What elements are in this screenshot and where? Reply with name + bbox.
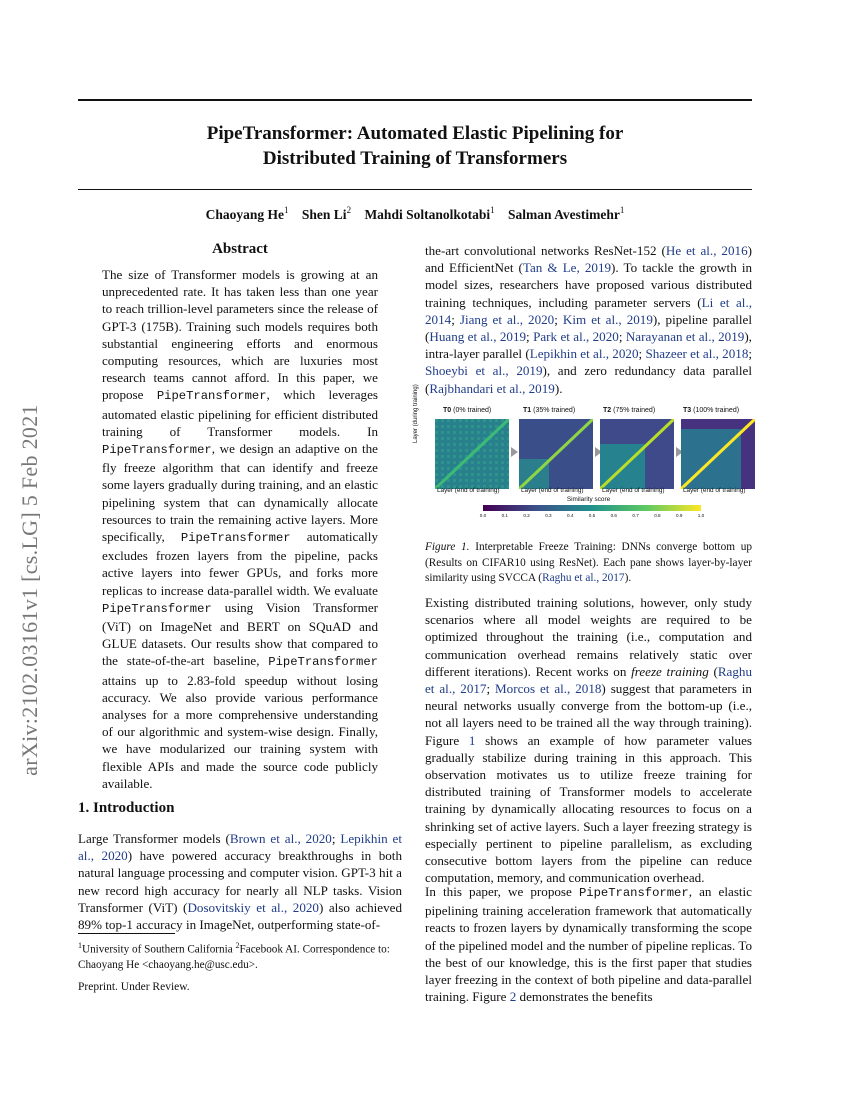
abstract-text: attains up to 2.83-fold speedup without losing accuracy. We also provide various performance analyses for a more comprehensive understanding of our algorithmic and system-wise design. Finally, we have modularized our training system with flexible APIs and made the source code publicly available. xyxy=(102,672,378,791)
colorbar-tick-label: 0.1 xyxy=(501,513,508,518)
abstract-text: using Vision Transformer (ViT) on ImageNet and BERT on SQuAD and GLUE datasets. Our results show that compared to the state-of-the-art baseline, xyxy=(102,599,378,669)
code-term: PipeTransformer xyxy=(156,389,267,404)
citation-link[interactable]: Tan & Le, 2019 xyxy=(522,260,612,276)
caption-text: ). xyxy=(624,572,632,584)
similarity-heatmap-t3 xyxy=(681,419,755,489)
right-column-paragraph-1 xyxy=(425,242,752,397)
footnote-text: University of Southern California xyxy=(82,943,236,956)
figure-reference-link[interactable]: 1 xyxy=(468,732,476,748)
preprint-notice: Preprint. Under Review. xyxy=(78,981,190,993)
panel-id: T2 xyxy=(603,407,612,414)
body-text: ) suggest that parameters in neural networks usually converge from the bottom-up (i.e., not all layers need to be trained all the way through training). Figure xyxy=(425,681,752,748)
figure-y-axis-label: Layer (during training) xyxy=(413,384,419,443)
panel-label: (0% trained) xyxy=(453,407,492,414)
body-text: ; xyxy=(748,346,753,362)
title-line-2: Distributed Training of Transformers xyxy=(262,148,568,169)
panel-x-axis-label: Layer (end of training) xyxy=(437,487,500,494)
author-affiliation: 2 xyxy=(346,205,352,215)
colorbar-ticks xyxy=(479,513,705,521)
author-name: Salman Avestimehr xyxy=(507,207,620,222)
figure-1-caption xyxy=(425,540,752,587)
panel-x-axis-label: Layer (end of training) xyxy=(683,487,746,494)
body-text: In this paper, we propose xyxy=(425,884,579,899)
footnote-text: Facebook AI. Correspondence to: Chaoyang He <chaoyang.he@usc.edu>. xyxy=(78,943,390,971)
panel-id: T0 xyxy=(443,407,452,414)
paper-title xyxy=(78,121,752,171)
citation-link[interactable]: Kim et al., 2019 xyxy=(562,311,653,327)
arxiv-stamp: arXiv:2102.03161v1 [cs.LG] 5 Feb 2021 xyxy=(17,404,42,776)
citation-link[interactable]: Jiang et al., 2020 xyxy=(459,311,555,327)
body-text: ), and zero redundancy data parallel ( xyxy=(425,363,752,396)
panel-label: (100% trained) xyxy=(693,407,740,414)
body-text: ) have powered accuracy breakthroughs in both natural language processing and computer vision. GPT-3 hit a new record high accuracy for nearly all NLP tasks. Vision Transformer (ViT) ( xyxy=(78,848,402,915)
citation-link[interactable]: Shoeybi et al., 2019 xyxy=(425,363,543,379)
panel-title xyxy=(603,407,655,414)
similarity-heatmap-t1 xyxy=(519,419,593,489)
body-text: ; xyxy=(331,831,341,846)
colorbar-tick-label: 1.0 xyxy=(697,513,705,518)
emphasis-text: freeze training xyxy=(631,663,709,679)
colorbar-tick-label: 0.2 xyxy=(523,513,530,518)
similarity-heatmap-t2 xyxy=(600,419,674,489)
citation-link[interactable]: Park et al., 2020 xyxy=(533,329,619,345)
abstract-body xyxy=(102,266,378,792)
body-text: ( xyxy=(708,663,718,679)
citation-link[interactable]: Huang et al., 2019 xyxy=(429,329,527,345)
citation-link[interactable]: Narayanan et al., 2019 xyxy=(625,329,745,345)
citation-link[interactable]: Raghu et al., 2017 xyxy=(542,572,625,584)
footnote-mark: 2 xyxy=(235,941,240,950)
right-column-paragraph-2 xyxy=(425,594,752,886)
citation-link[interactable]: Brown et al., 2020 xyxy=(229,831,332,846)
caption-label: Figure 1. xyxy=(425,541,470,553)
citation-link[interactable]: Raghu et al., 2017 xyxy=(425,663,753,697)
colorbar-tick-label: 0.9 xyxy=(675,513,683,518)
body-text: demonstrates the benefits xyxy=(516,989,653,1005)
body-text: Existing distributed training solutions, however, only study scenarios where all model weights are required to be optimized throughout the training (i.e., computation and communication overhead remains relatively static over different iterations). Recent works on xyxy=(425,595,752,679)
body-text: , an elastic pipelining training acceleration framework that automatically reacts to frozen layers by dynamically transforming the scope of the pipelined model and the number of pipeline replicas. To the best of our knowledge, this is the first paper that studies layer freezing in the context of both pipeline and data-parallel training. Figure xyxy=(425,884,752,1005)
panel-label: (35% trained) xyxy=(533,407,576,414)
author-affiliation: 1 xyxy=(619,205,625,215)
caption-text: Interpretable Freeze Training: DNNs converge bottom up (Results on CIFAR10 using ResNet). Each pane shows layer-by-layer similarity using SVCCA ( xyxy=(425,541,752,584)
panel-title xyxy=(523,407,575,414)
colorbar-title: Similarity score xyxy=(566,496,611,503)
body-text: ; xyxy=(526,329,534,345)
panel-title xyxy=(443,407,491,414)
colorbar-tick-label: 0.7 xyxy=(632,513,639,518)
body-text: ; xyxy=(554,311,563,327)
citation-link[interactable]: Dosovitskiy et al., 2020 xyxy=(187,899,319,915)
body-text: the-art convolutional networks ResNet-152 ( xyxy=(425,243,666,258)
citation-link[interactable]: Morcos et al., 2018 xyxy=(495,681,602,697)
title-rule-bottom xyxy=(78,189,752,190)
code-term: PipeTransformer xyxy=(180,531,291,546)
author-list xyxy=(78,207,752,223)
footnote-rule xyxy=(78,933,175,934)
body-text: ). xyxy=(554,380,563,396)
colorbar-tick-label: 0.5 xyxy=(588,513,596,518)
code-term: PipeTransformer xyxy=(102,443,212,458)
introduction-body xyxy=(78,830,402,933)
citation-link[interactable]: Rajbhandari et al., 2019 xyxy=(429,380,555,396)
colorbar-tick-label: 0.3 xyxy=(545,513,552,518)
abstract-text: , which leverages automated elastic pipelining for efficient distributed training of Transformer models. In xyxy=(102,387,378,439)
code-term: PipeTransformer xyxy=(102,601,212,616)
colorbar xyxy=(483,505,701,511)
panel-label: (75% trained) xyxy=(613,407,656,414)
code-term: PipeTransformer xyxy=(578,886,689,900)
body-text: ), intra-layer parallel ( xyxy=(425,329,752,362)
colorbar-tick-label: 0.0 xyxy=(479,513,487,518)
title-line-1: PipeTransformer: Automated Elastic Pipelining for xyxy=(206,123,624,144)
colorbar-tick-label: 0.4 xyxy=(566,513,574,518)
citation-link[interactable]: He et al., 2016 xyxy=(665,243,748,258)
author-name: Chaoyang He xyxy=(205,207,285,222)
colorbar-tick-label: 0.6 xyxy=(610,513,617,518)
body-text: ; xyxy=(486,681,496,697)
title-rule-top xyxy=(78,99,752,101)
code-term: PipeTransformer xyxy=(268,655,378,670)
footnote-mark: 1 xyxy=(78,941,82,950)
citation-link[interactable]: Lepikhin et al., 2020 xyxy=(529,346,639,362)
abstract-text: , we design an adaptive on the fly freeze algorithm that can identify and freeze some layers gradually during training, and an elastic pipelining system that can dynamically allocate resources to train the remaining active layers. More specifically, xyxy=(102,441,378,545)
panel-x-axis-label: Layer (end of training) xyxy=(602,487,665,494)
right-column-paragraph-3 xyxy=(425,883,752,1005)
citation-link[interactable]: Shazeer et al., 2018 xyxy=(645,346,749,362)
body-text: ; xyxy=(618,329,626,345)
footnote xyxy=(78,938,402,973)
body-text: shows an example of how parameter values gradually stabilize during training in this approach. This observation motivates us to utilize freeze training for distributed training of Transformer models to accelerate training by dynamically allocating resources to focus on a shrinking set of active layers. Such a layer freezing strategy is especially pertinent to pipeline parallelism, as excluding consecutive bottom layers from the pipeline can reduce computation, memory, and communication overhead. xyxy=(425,732,752,886)
section-heading-introduction: 1. Introduction xyxy=(78,800,175,816)
panel-title xyxy=(683,407,739,414)
body-text: ). To tackle the growth in model sizes, researchers have proposed various distributed training techniques, including parameter servers ( xyxy=(425,260,752,310)
abstract-text: automatically excludes frozen layers from the pipeline, packs active layers into fewer GPUs, and forks more replicas to increase data-parallel width. We evaluate xyxy=(102,529,378,598)
panel-id: T3 xyxy=(683,407,692,414)
figure-reference-link[interactable]: 2 xyxy=(509,989,517,1005)
citation-link[interactable]: Li et al., 2014 xyxy=(425,294,752,327)
author-affiliation: 1 xyxy=(284,205,289,215)
citation-link[interactable]: Lepikhin et al., 2020 xyxy=(78,831,402,864)
author-name: Mahdi Soltanolkotabi xyxy=(364,207,491,222)
abstract-text: The size of Transformer models is growing at an unprecedented rate. It has taken less than one year to reach trillion-level parameters since the release of GPT-3 (175B). Training such models requires both substantial engineering efforts and enormous computing resources, which are luxuries most research teams cannot afford. In this paper, we propose xyxy=(102,267,378,403)
arxiv-stamp-container xyxy=(15,290,45,890)
body-text: ) and EfficientNet ( xyxy=(425,243,752,276)
abstract-heading: Abstract xyxy=(212,241,268,257)
body-text: Large Transformer models ( xyxy=(78,831,230,846)
similarity-heatmap-t0 xyxy=(435,419,509,489)
body-text: ) also achieved 89% top-1 accuracy in ImageNet, outperforming state-of- xyxy=(78,899,403,933)
author-affiliation: 1 xyxy=(490,205,495,215)
body-text: ), pipeline parallel ( xyxy=(425,311,753,345)
body-text: ; xyxy=(451,311,460,327)
arrow-icon xyxy=(511,447,518,457)
panel-id: T1 xyxy=(523,407,532,414)
body-text: ; xyxy=(638,346,646,362)
author-name: Shen Li xyxy=(301,207,347,222)
panel-x-axis-label: Layer (end of training) xyxy=(521,487,584,494)
colorbar-tick-label: 0.8 xyxy=(654,513,661,518)
